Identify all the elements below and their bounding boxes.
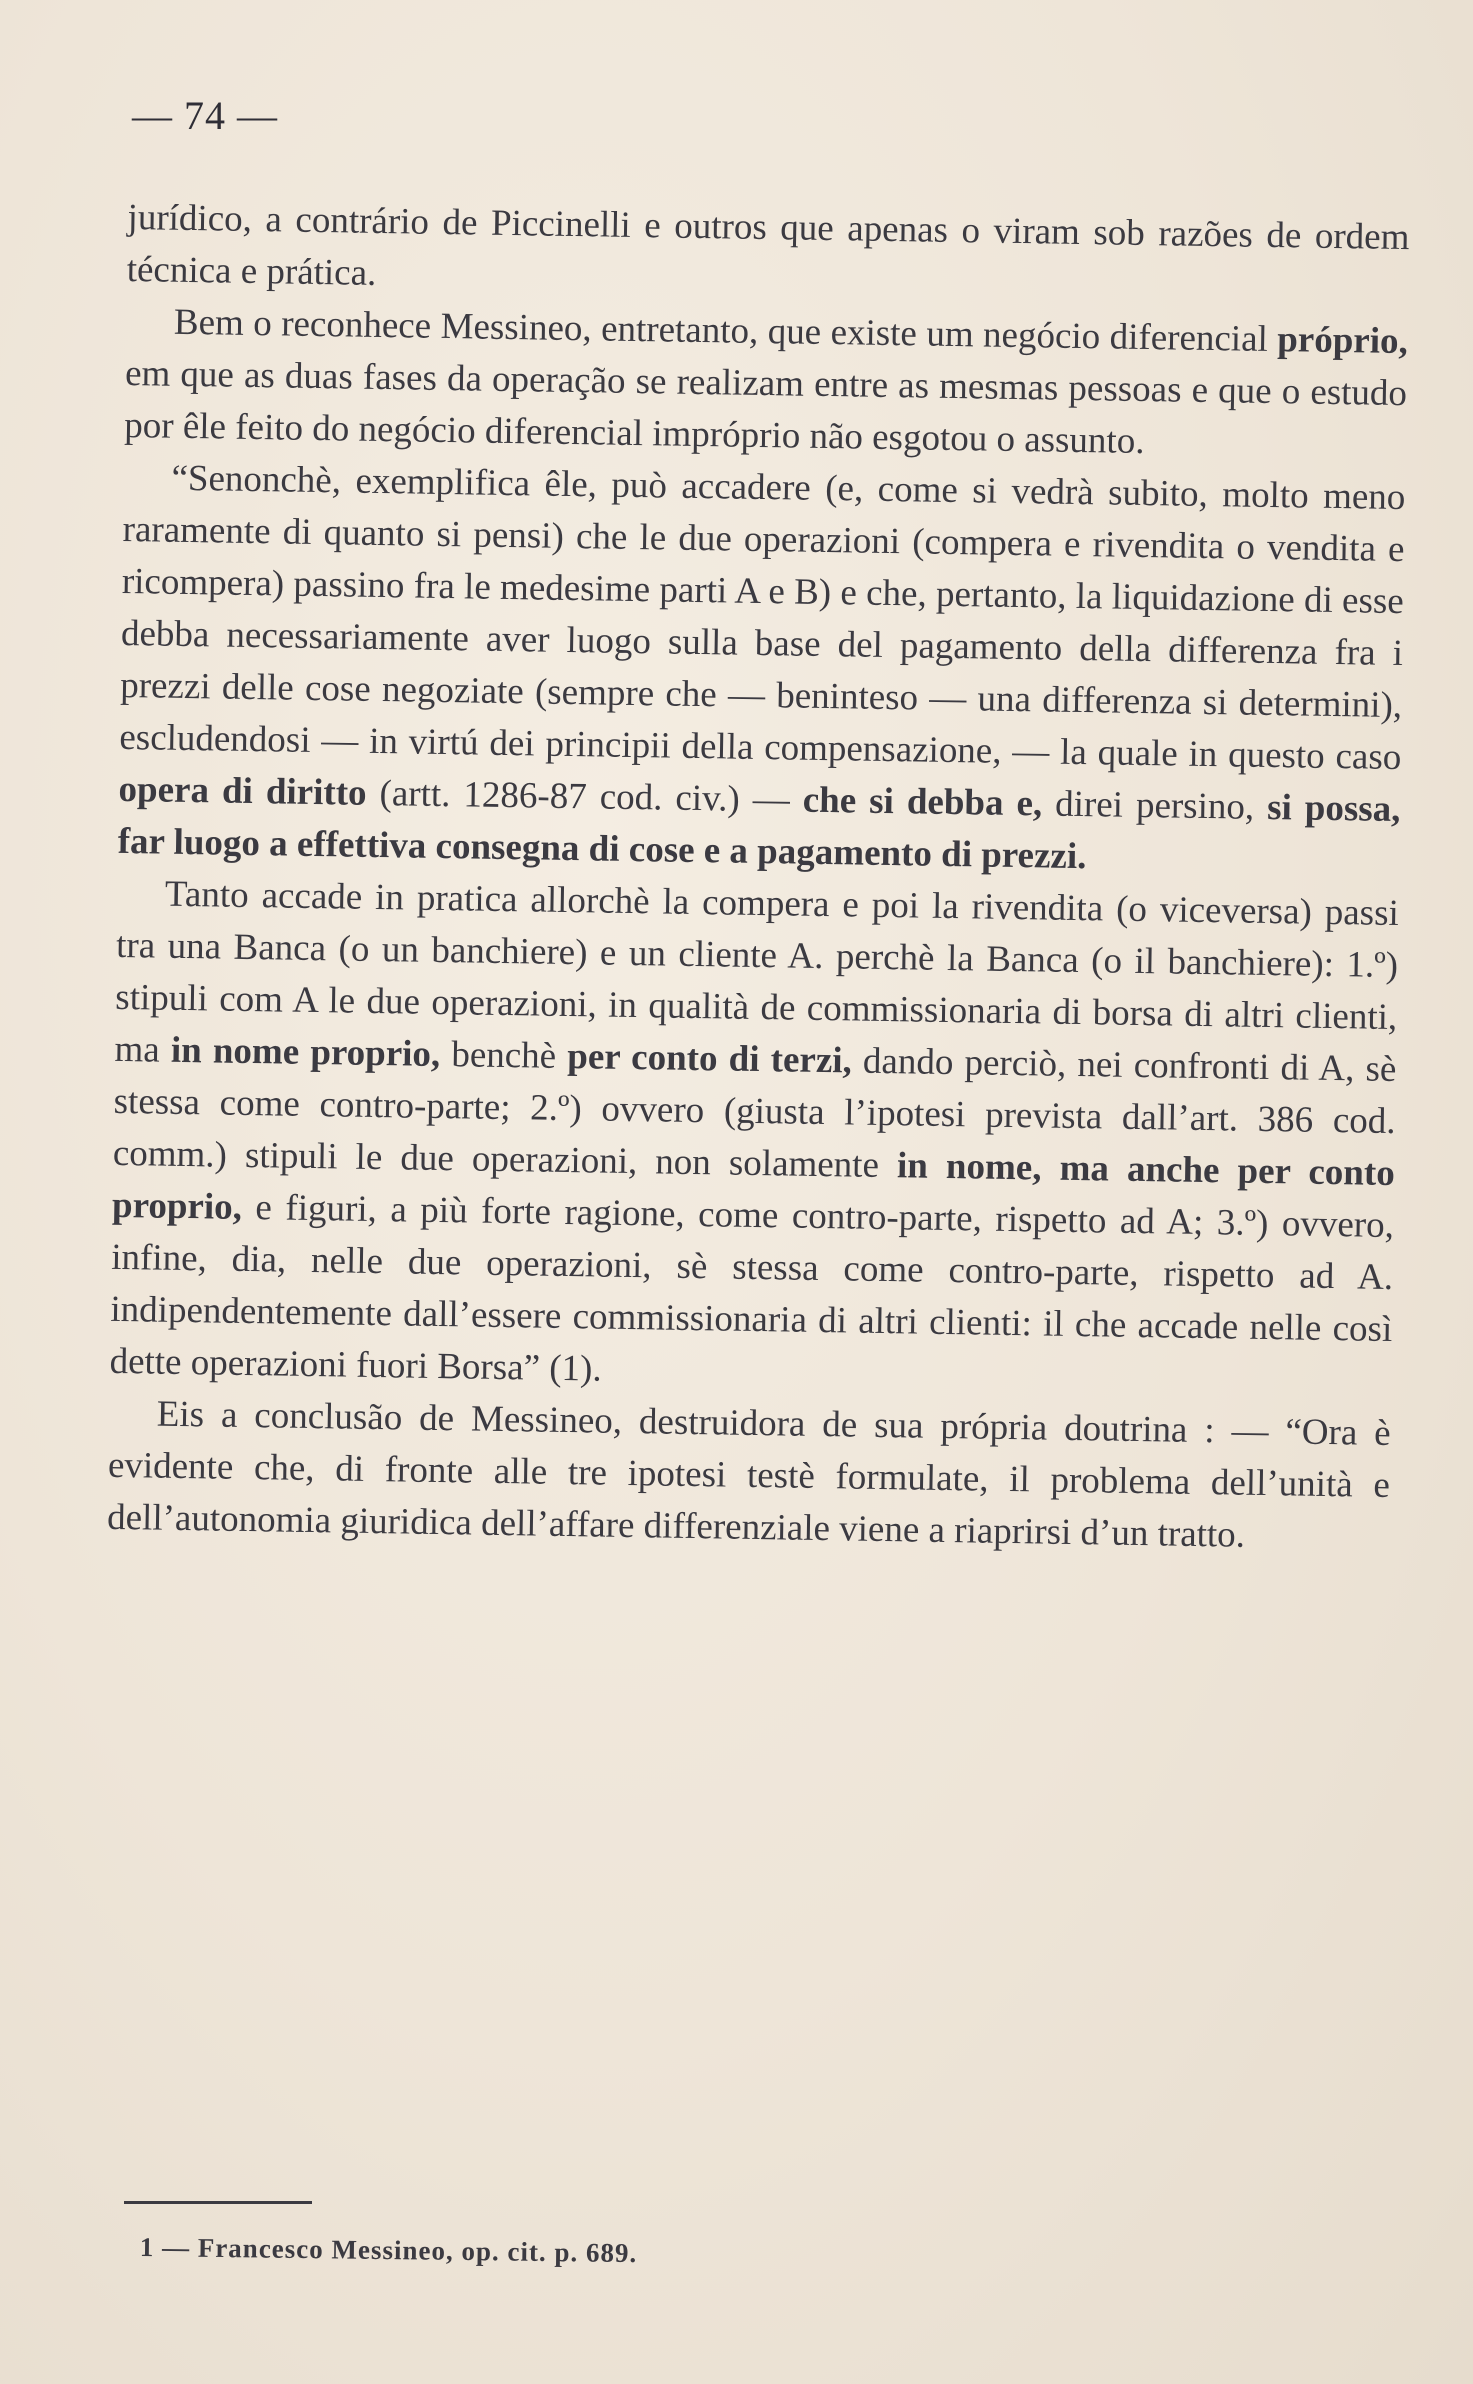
emphasized-text: che si debba e, [802,779,1043,825]
text-segment: Bem o reconhece Messineo, entretanto, que existe um negócio diferencial [173,301,1278,361]
text-segment: e figuri, a più forte ragione, come contro-parte, rispetto ad A; 3.º) ovvero, infine, dia, nelle due operazioni, sè stessa come contro-parte, rispetto ad A. indipendentemente dall’essere commissionaria di altri clienti: il che accade nelle così dette operazioni fuori Borsa” (1). [109,1186,1395,1390]
paragraph [109,868,1399,1408]
text-segment: Eis a conclusão de Messineo, destruidora de sua própria doutrina : — “Ora è evidente che, di fronte alle tre ipotesi testè formulate, il problema dell’unità e dell’autonomia giuridica dell’affare differenziale viene a riaprirsi d’un tratto. [106,1393,1391,1556]
footnote: 1 — Francesco Messineo, op. cit. p. 689. [139,2232,638,2269]
emphasized-text: per conto di terzi, [566,1036,853,1082]
paragraph [107,1388,1391,1564]
footnote-rule [124,2201,312,2204]
text-segment: dando perciò, nei confronti di A, sè stessa come contro-parte; 2.º) ovvero (giusta l’ipotesi prevista dall’art. 386 cod. comm.) stipuli le due operazioni, non solamente [112,1040,1397,1187]
text-segment: “Senonchè, exemplifica êle, può accadere (e, come si vedrà subito, molto meno raramente di quanto si pensi) che le due operazioni (compera e rivendita o vendita e ricompera) passino fra le medesime parti A e B) e che, pertanto, la liquidazione di esse debba necessariamente aver luogo sulla base del pagamento della differenza fra i prezzi delle cose negoziate (sempre che — beninteso — una differenza si determini), escludendosi — in virtú dei principii della compensazione, — la quale in questo caso [119,457,1406,779]
emphasized-text: opera di diritto [118,768,367,814]
text-segment: (artt. 1286-87 cod. civ.) — [366,772,804,821]
emphasized-text: in nome proprio, [170,1029,441,1076]
text-segment: jurídico, a contrário de Piccinelli e outros que apenas o viram sob razões de ordem técnica e prática. [126,196,1410,294]
text-segment: benchè [439,1034,568,1078]
paragraph [124,296,1408,472]
emphasized-text: in nome, ma anche per conto proprio, [111,1145,1396,1228]
paragraph [126,192,1409,316]
body-text [107,192,1410,1564]
emphasized-text: si possa, far luogo a effettiva consegna di cose e a pagamento di prezzi. [117,786,1401,878]
text-segment: direi persino, [1041,783,1268,828]
paragraph [117,452,1405,888]
text-segment: Tanto accade in pratica allorchè la compera e poi la rivendita (o viceversa) passi tra una Banca (o un banchiere) e un cliente A. perchè la Banca (o il banchiere): 1.º) stipuli com A le due operazioni, in qualità de commissionaria di borsa di altri clienti, ma [114,873,1400,1071]
page-number: — 74 — [132,93,278,138]
text-segment: em que as duas fases da operação se realizam entre as mesmas pessoas e que o estudo por êle feito do negócio diferencial impróprio não esgotou o assunto. [124,352,1408,462]
emphasized-text: próprio, [1276,319,1409,363]
